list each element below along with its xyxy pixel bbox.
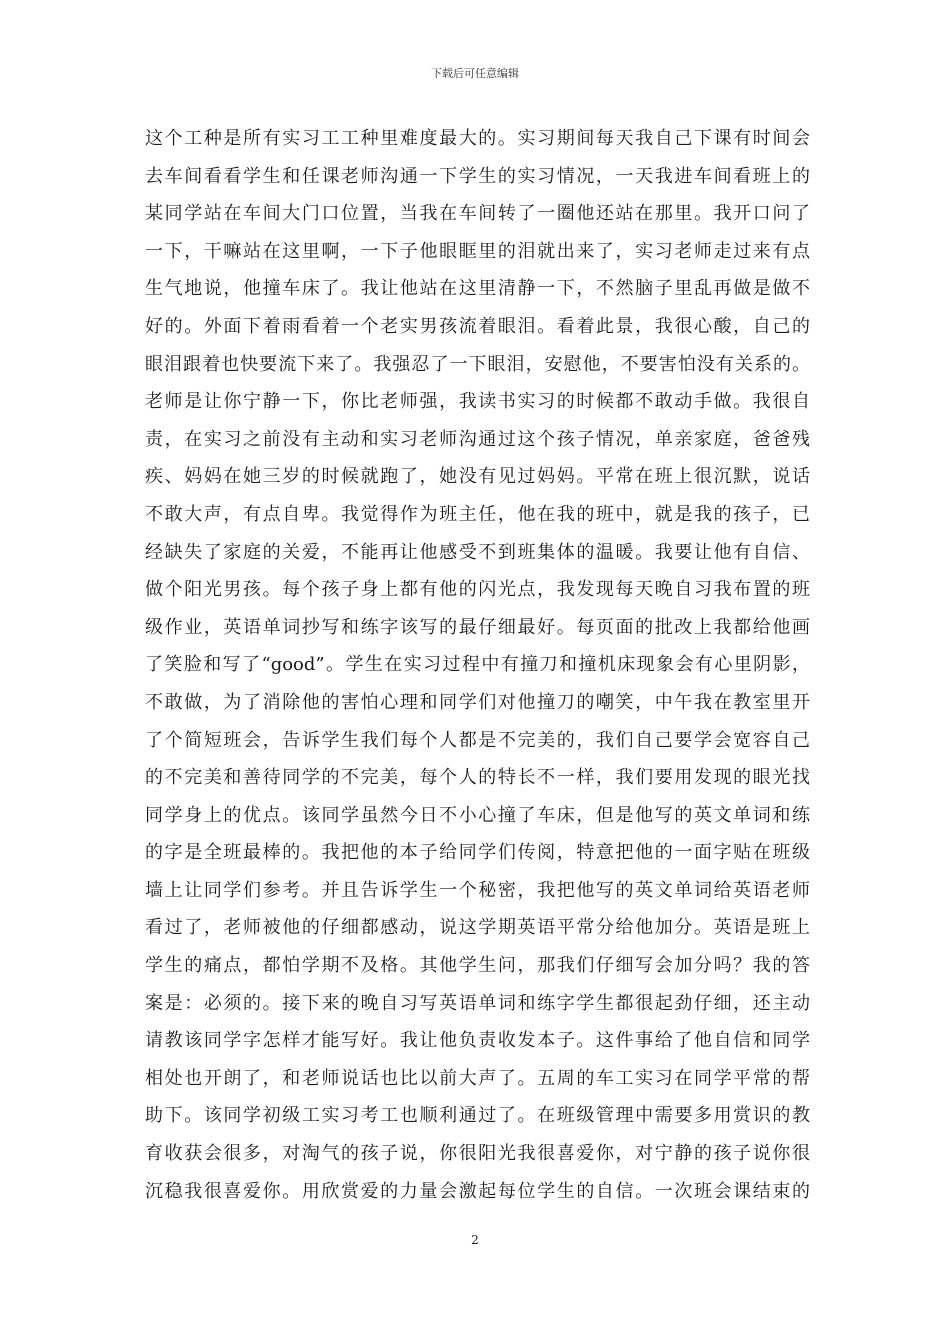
- text-line: 好的。外面下着雨看着一个老实男孩流着眼泪。看着此景，我很心酸，自己的: [145, 315, 810, 337]
- page-number: 2: [471, 1233, 479, 1247]
- text-line: 请教该同学字怎样才能写好。我让他负责收发本子。这件事给了他自信和同学: [145, 1030, 810, 1052]
- text-line: 助下。该同学初级工实习考工也顺利通过了。在班级管理中需要多用赏识的教: [145, 1105, 810, 1127]
- text-line: 案是：必须的。接下来的晚自习写英语单词和练字学生都很起劲仔细，还主动: [145, 992, 810, 1014]
- text-line: 同学身上的优点。该同学虽然今日不小心撞了车床，但是他写的英文单词和练: [145, 804, 810, 826]
- text-line: 墙上让同学们参考。并且告诉学生一个秘密，我把他写的英文单词给英语老师: [145, 879, 810, 901]
- text-line: 了笑脸和写了“good”。学生在实习过程中有撞刀和撞机床现象会有心里阴影，: [145, 654, 810, 676]
- text-line: 眼泪跟着也快要流下来了。我强忍了一下眼泪，安慰他，不要害怕没有关系的。: [145, 353, 810, 375]
- body-text: [145, 120, 810, 1210]
- text-line: 的字是全班最棒的。我把他的本子给同学们传阅，特意把他的一面字贴在班级: [145, 842, 810, 864]
- text-line: 不敢大声，有点自卑。我觉得作为班主任，他在我的班中，就是我的孩子，已: [145, 503, 810, 525]
- text-line: 看过了，老师被他的仔细都感动，说这学期英语平常分给他加分。英语是班上: [145, 917, 810, 939]
- text-line: 经缺失了家庭的关爱，不能再让他感受不到班集体的温暖。我要让他有自信、: [145, 541, 810, 563]
- text-line: 一下，干嘛站在这里啊，一下子他眼眶里的泪就出来了，实习老师走过来有点: [145, 240, 810, 262]
- text-line: 级作业，英语单词抄写和练字该写的最仔细最好。每页面的批改上我都给他画: [145, 616, 810, 638]
- text-line: 的不完美和善待同学的不完美，每个人的特长不一样，我们要用发现的眼光找: [145, 767, 810, 789]
- text-line: 相处也开朗了，和老师说话也比以前大声了。五周的车工实习在同学平常的帮: [145, 1067, 810, 1089]
- text-line: 某同学站在车间大门口位置，当我在车间转了一圈他还站在那里。我开口问了: [145, 203, 810, 225]
- text-line: 不敢做，为了消除他的害怕心理和同学们对他撞刀的嘲笑，中午我在教室里开: [145, 691, 810, 713]
- text-line: 这个工种是所有实习工工种里难度最大的。实习期间每天我自己下课有时间会: [145, 128, 810, 149]
- text-line: 生气地说，他撞车床了。我让他站在这里清静一下，不然脑子里乱再做是做不: [145, 278, 810, 300]
- text-line: 学生的痛点，都怕学期不及格。其他学生问，那我们仔细写会加分吗？我的答: [145, 955, 810, 977]
- text-line: 疾、妈妈在她三岁的时候就跑了，她没有见过妈妈。平常在班上很沉默，说话: [145, 466, 810, 488]
- text-line: 老师是让你宁静一下，你比老师强，我读书实习的时候都不敢动手做。我很自: [145, 391, 810, 413]
- text-line: 做个阳光男孩。每个孩子身上都有他的闪光点，我发现每天晚自习我布置的班: [145, 579, 810, 601]
- text-line: 责，在实习之前没有主动和实习老师沟通过这个孩子情况，单亲家庭，爸爸残: [145, 428, 810, 450]
- text-line: 去车间看看学生和任课老师沟通一下学生的实习情况，一天我进车间看班上的: [145, 165, 810, 187]
- text-line: 育收获会很多，对淘气的孩子说，你很阳光我很喜爱你，对宁静的孩子说你很: [145, 1143, 810, 1165]
- text-line: 沉稳我很喜爱你。用欣赏爱的力量会激起每位学生的自信。一次班会课结束的: [145, 1180, 810, 1202]
- page-header: 下载后可任意编辑: [431, 67, 519, 80]
- text-line: 了个简短班会，告诉学生我们每个人都是不完美的，我们自己要学会宽容自己: [145, 729, 810, 751]
